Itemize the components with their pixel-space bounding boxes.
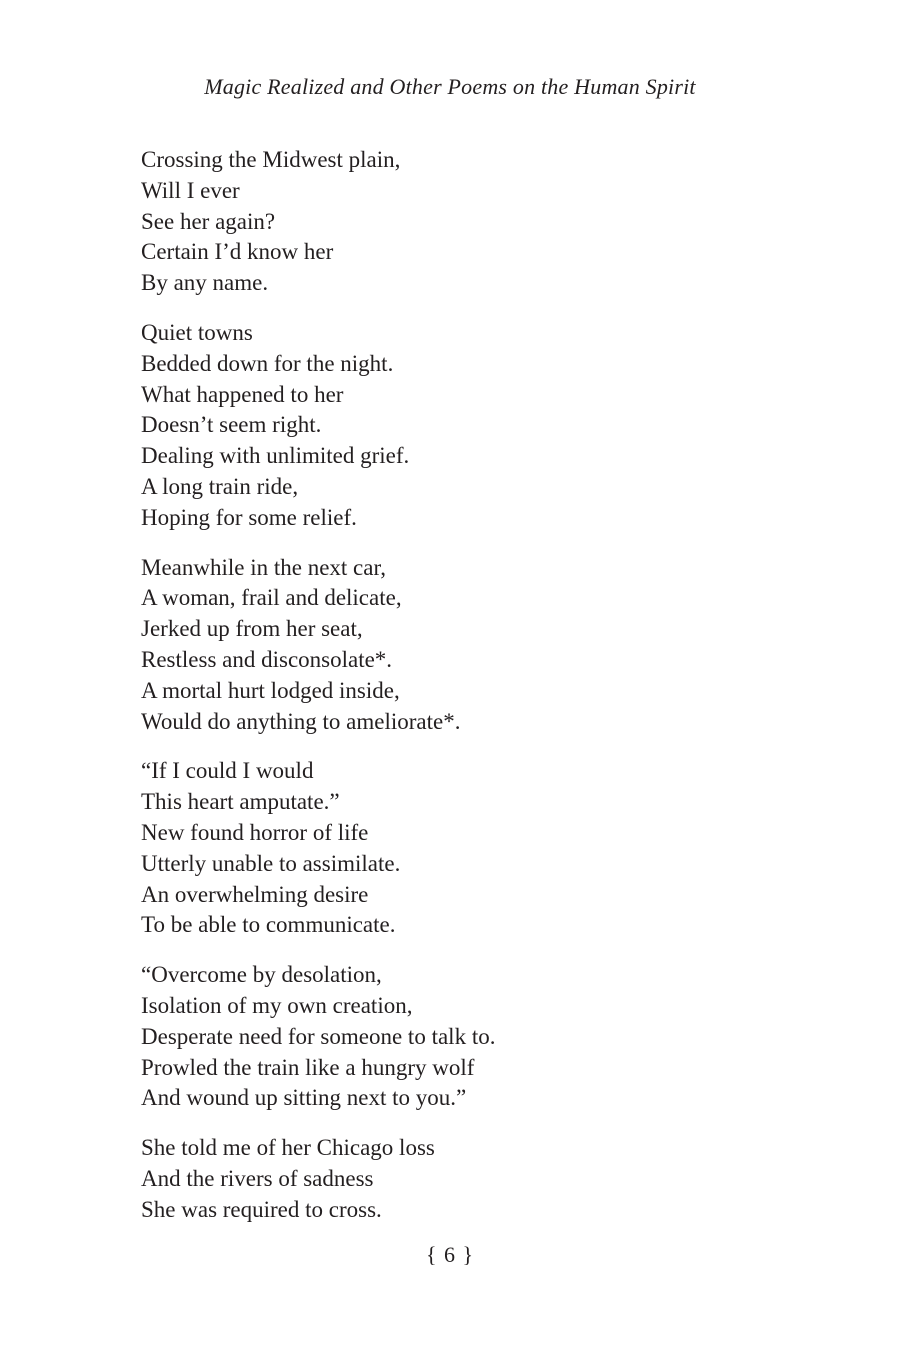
poem-line: Desperate need for someone to talk to. xyxy=(141,1023,496,1049)
stanza-3 xyxy=(141,553,821,738)
poem-line: An overwhelming desire xyxy=(141,881,369,907)
poem-line: A long train ride, xyxy=(141,473,299,499)
poem-line: What happened to her xyxy=(141,381,344,407)
poem-line: Jerked up from her seat, xyxy=(141,616,363,642)
stanza-1 xyxy=(141,145,821,299)
poem-line: And the rivers of sadness xyxy=(141,1165,374,1191)
poem-line: To be able to communicate. xyxy=(141,912,396,938)
poem-line: Isolation of my own creation, xyxy=(141,992,413,1018)
poem-line: A woman, frail and delicate, xyxy=(141,585,402,611)
poem-line: Hoping for some relief. xyxy=(141,504,357,530)
poem-line: Crossing the Midwest plain, xyxy=(141,147,401,172)
poem-line: Utterly unable to assimilate. xyxy=(141,850,401,876)
poem-line: “Overcome by desolation, xyxy=(141,962,382,988)
poem-line: “If I could I would xyxy=(141,758,314,784)
poem-line: Quiet towns xyxy=(141,319,253,345)
poem-line: Dealing with unlimited grief. xyxy=(141,443,410,469)
poem-line: She was required to cross. xyxy=(141,1196,382,1222)
poem-line: Meanwhile in the next car, xyxy=(141,554,386,580)
stanza-5 xyxy=(141,960,821,1114)
poem-line: And wound up sitting next to you.” xyxy=(141,1085,467,1111)
poem-line: Prowled the train like a hungry wolf xyxy=(141,1054,475,1080)
poem-line: Would do anything to ameliorate*. xyxy=(141,708,461,734)
stanza-4 xyxy=(141,756,821,941)
page-number: { 6 } xyxy=(425,1242,475,1267)
poem-line: Restless and disconsolate*. xyxy=(141,646,393,672)
stanza-6 xyxy=(141,1133,821,1225)
poem-line: New found horror of life xyxy=(141,819,369,845)
running-header: Magic Realized and Other Poems on the Human Spirit xyxy=(204,74,696,99)
poem-body xyxy=(141,145,821,1245)
poem-line: A mortal hurt lodged inside, xyxy=(141,677,400,703)
poem-line: Certain I’d know her xyxy=(141,239,334,265)
stanza-2 xyxy=(141,318,821,534)
poem-line: Will I ever xyxy=(141,177,240,203)
poem-line: This heart amputate.” xyxy=(141,789,340,815)
poem-line: She told me of her Chicago loss xyxy=(141,1135,435,1161)
poem-line: By any name. xyxy=(141,270,269,296)
poem-line: Bedded down for the night. xyxy=(141,350,394,376)
poem-line: See her again? xyxy=(141,208,276,234)
poem-line: Doesn’t seem right. xyxy=(141,412,322,438)
